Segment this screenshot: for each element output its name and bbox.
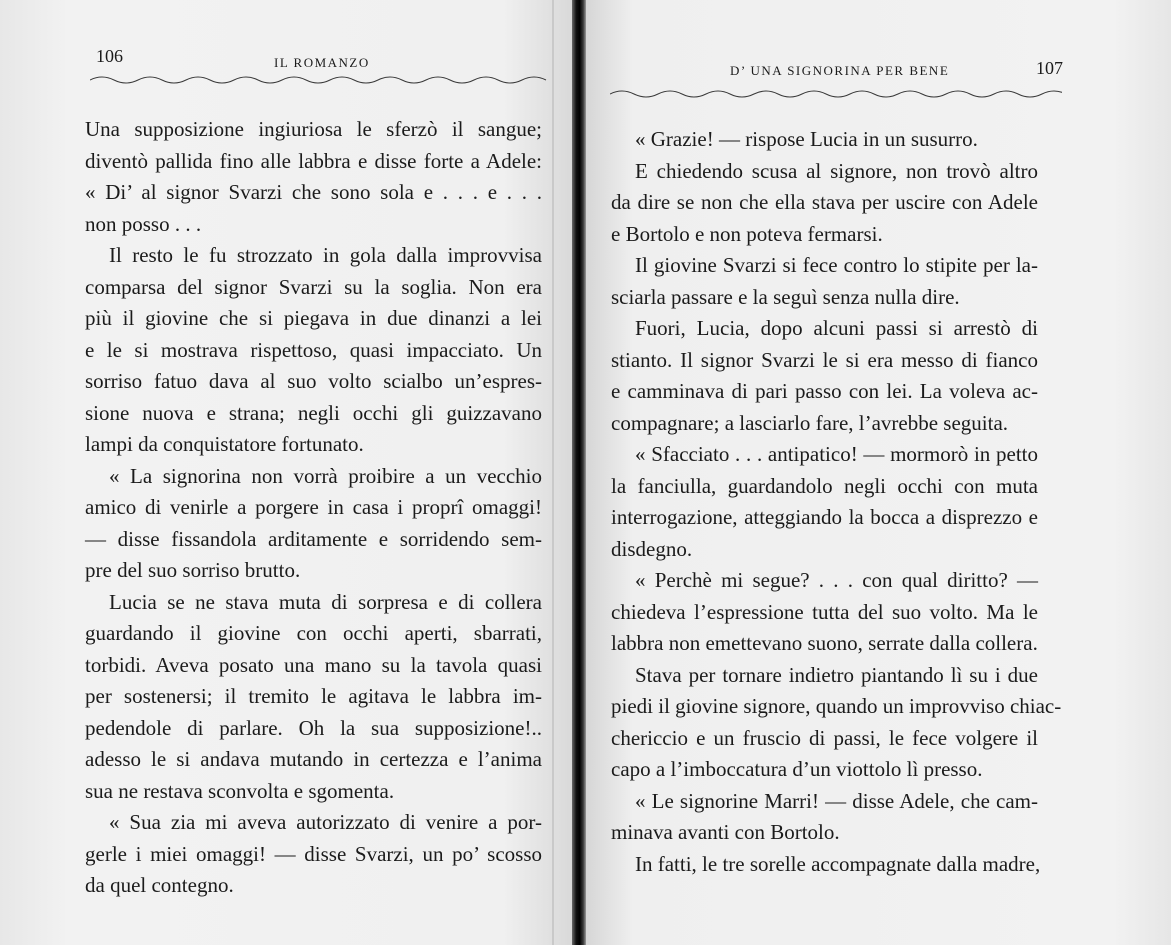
right-running-head: D’ UNA SIGNORINA PER BENE: [730, 63, 950, 78]
right-page-text: [611, 124, 1062, 880]
book-gutter: [572, 0, 586, 945]
text-line: Il resto le fu strozzato in gola dalla improvvisa: [109, 243, 542, 267]
text-line: Una supposizione ingiuriosa le sferzò il sangue;: [85, 117, 542, 141]
text-line: sciarla passare e la seguì senza nulla dire.: [611, 284, 960, 309]
left-running-head: IL ROMANZO: [274, 55, 370, 70]
left-page-text: [85, 114, 542, 902]
text-line: diventò pallida fino alle labbra e disse forte a Adele:: [85, 148, 542, 173]
text-line: per sostenersi; il tremito le agitava le labbra im-: [85, 684, 542, 708]
text-line: la fanciulla, guardandolo negli occhi con muta: [611, 473, 1038, 498]
text-line: da dire se non che ella stava per uscire con Adele: [611, 190, 1038, 214]
text-line: E chiedendo scusa al signore, non trovò altro: [635, 158, 1038, 183]
text-line: e Bortolo e non poteva fermarsi.: [611, 221, 883, 246]
text-line: sua ne restava sconvolta e sgomenta.: [85, 778, 395, 803]
text-line: pedendole di parlare. Oh la sua supposizione!..: [85, 715, 542, 740]
text-line: stianto. Il signor Svarzi le si era messo di fianco: [611, 347, 1038, 372]
text-line: sorriso fatuo dava al suo volto scialbo un’espres-: [85, 369, 542, 393]
left-page-number: 106: [96, 46, 123, 66]
text-line: Stava per tornare indietro piantando lì su i due: [635, 662, 1038, 687]
text-line: minava avanti con Bortolo.: [611, 820, 840, 844]
text-line: « Le signorine Marri! — disse Adele, che cam-: [635, 788, 1038, 813]
text-line: interrogazione, atteggiando la bocca a disprezzo e: [611, 505, 1038, 529]
text-line: piedi il giovine signore, quando un improvviso chiac-: [611, 694, 1062, 718]
text-line: e le si mostrava rispettoso, quasi impacciato. Un: [85, 337, 542, 362]
text-line: lampi da conquistatore fortunato.: [85, 432, 364, 456]
text-line: « Sfacciato . . . antipatico! — mormorò in petto: [635, 442, 1038, 466]
text-line: compagnare; a lasciarlo fare, l’avrebbe seguita.: [611, 410, 1009, 435]
text-line: gerle i miei omaggi! — disse Svarzi, un po’ scosso: [85, 841, 542, 866]
text-line: disdegno.: [611, 536, 693, 561]
text-line: amico di venirle a porgere in casa i proprî omaggi!: [85, 495, 542, 519]
text-line: « Sua zia mi aveva autorizzato di venire a por-: [109, 810, 542, 834]
text-line: — disse fissandola arditamente e sorridendo sem-: [85, 526, 542, 551]
text-line: Lucia se ne stava muta di sorpresa e di collera: [109, 589, 542, 614]
text-line: Il giovine Svarzi si fece contro lo stipite per la-: [635, 253, 1038, 277]
text-line: chiedeva l’espressione tutta del suo volto. Ma le: [611, 599, 1038, 624]
text-line: e camminava di pari passo con lei. La voleva ac-: [611, 379, 1038, 403]
text-line: da quel contegno.: [85, 873, 234, 897]
text-line: più il giovine che si piegava in due dinanzi a lei: [85, 306, 542, 330]
text-line: guardando il giovine con occhi aperti, sbarrati,: [85, 621, 542, 645]
left-header-rule: [90, 70, 550, 98]
text-line: « Grazie! — rispose Lucia in un susurro.: [635, 127, 978, 151]
text-line: labbra non emettevano suono, serrate dalla collera.: [611, 631, 1038, 655]
text-line: comparsa del signor Svarzi su la soglia. Non era: [85, 274, 542, 299]
text-line: pre del suo sorriso brutto.: [85, 558, 301, 582]
text-line: sione nuova e strana; negli occhi gli guizzavano: [85, 400, 542, 425]
text-line: Fuori, Lucia, dopo alcuni passi si arrestò di: [635, 316, 1038, 340]
text-line: capo a l’imboccatura d’un viottolo lì presso.: [611, 757, 983, 781]
page-edge: [552, 0, 554, 945]
text-line: chericcio e un fruscio di passi, le fece volgere il: [611, 725, 1038, 750]
text-line: adesso le si andava mutando in certezza e l’anima: [85, 747, 542, 771]
text-line: In fatti, le tre sorelle accompagnate dalla madre,: [635, 851, 1041, 876]
text-line: « La signorina non vorrà proibire a un vecchio: [109, 463, 542, 488]
text-line: torbidi. Aveva posato una mano su la tavola quasi: [85, 652, 542, 677]
text-line: « Di’ al signor Svarzi che sono sola e . . . e . . .: [85, 180, 542, 204]
text-line: « Perchè mi segue? . . . con qual diritto? —: [635, 568, 1038, 592]
text-line: non posso . . .: [85, 211, 202, 236]
right-header-rule: [610, 82, 1062, 106]
right-page-number: 107: [1036, 58, 1063, 78]
